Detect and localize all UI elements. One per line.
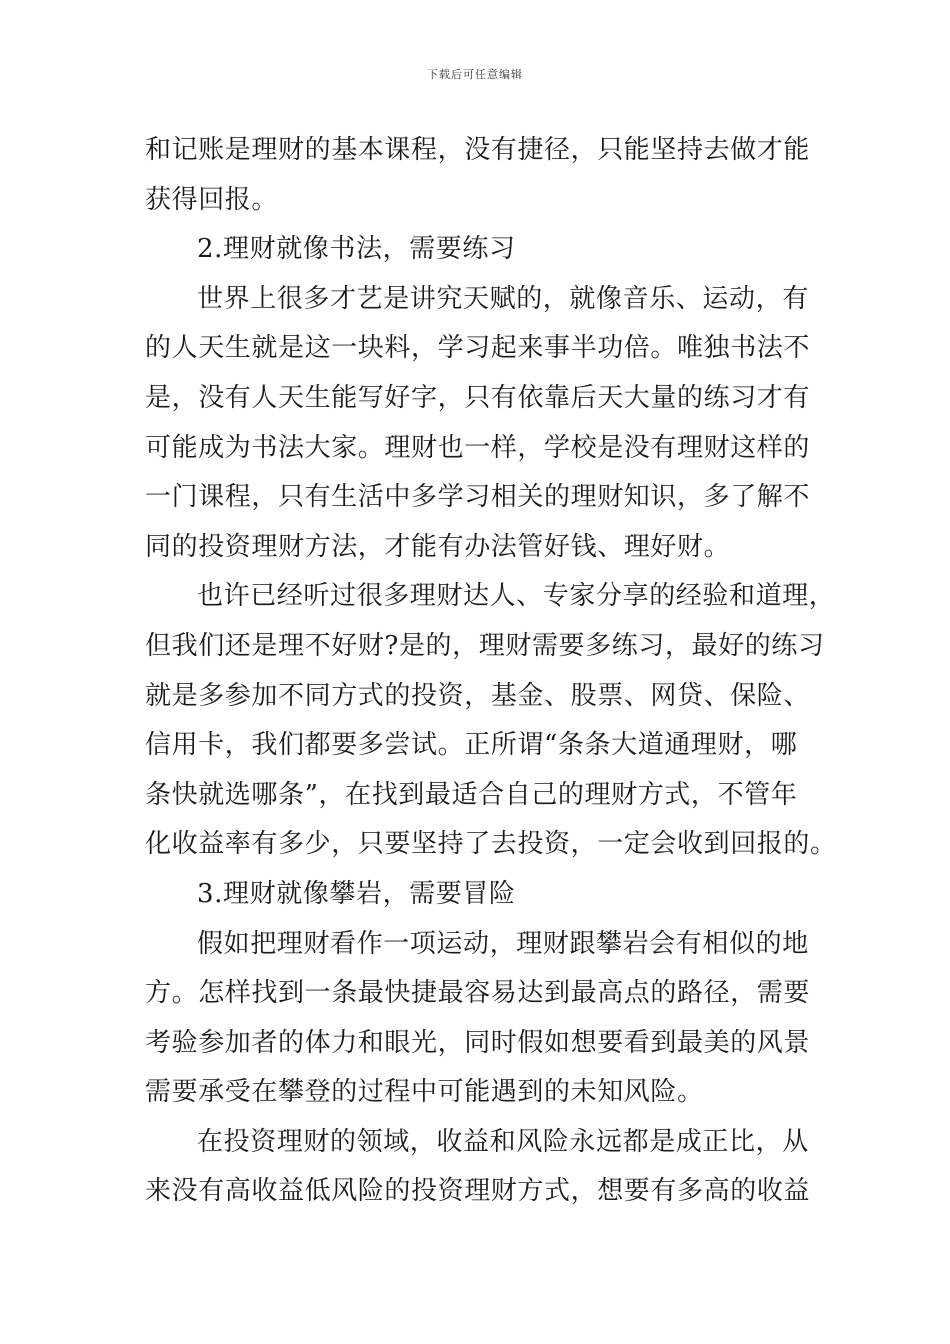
text-line: 获得回报。 [145,184,279,215]
text-line: 假如把理财看作一项运动，理财跟攀岩会有相似的地 [197,928,809,959]
document-body [145,126,837,1217]
text-line: 就是多参加不同方式的投资，基金、股票、网贷、保险、 [145,680,811,711]
text-line: 同的投资理财方法，才能有办法管好钱、理好财。 [145,531,731,562]
text-line: 信用卡，我们都要多尝试。正所谓“条条大道通理财，哪 [145,730,798,761]
text-line: 可能成为书法大家。理财也一样，学校是没有理财这样的 [145,432,811,463]
text-line: 条快就选哪条”，在找到最适合自己的理财方式，不管年 [145,779,798,810]
text-line: 但我们还是理不好财?是的，理财需要多练习，最好的练习 [145,630,825,661]
text-line: 在投资理财的领域，收益和风险永远都是成正比，从 [197,1126,809,1157]
text-line: 和记账是理财的基本课程，没有捷径，只能坚持去做才能 [145,135,811,165]
text-line: 考验参加者的体力和眼光，同时假如想要看到最美的风景 [145,1027,811,1058]
section-heading: 2.理财就像书法，需要练习 [197,234,516,265]
text-line: 来没有高收益低风险的投资理财方式，想要有多高的收益 [145,1176,811,1207]
text-line: 是，没有人天生能写好字，只有依靠后天大量的练习才有 [145,382,811,413]
text-line: 方。怎样找到一条最快捷最容易达到最高点的路径，需要 [145,978,811,1009]
text-line: 一门课程，只有生活中多学习相关的理财知识，多了解不 [145,482,811,513]
text-line: 的人天生就是这一块料，学习起来事半功倍。唯独书法不 [145,333,811,364]
text-line: 化收益率有多少，只要坚持了去投资，一定会收到回报的。 [145,829,837,860]
text-line: 需要承受在攀登的过程中可能遇到的未知风险。 [145,1077,704,1108]
text-line: 也许已经听过很多理财达人、专家分享的经验和道理， [197,581,836,612]
page-header: 下载后可任意编辑 [427,68,523,81]
section-heading: 3.理财就像攀岩，需要冒险 [197,878,516,909]
text-line: 世界上很多才艺是讲究天赋的，就像音乐、运动，有 [197,283,809,314]
